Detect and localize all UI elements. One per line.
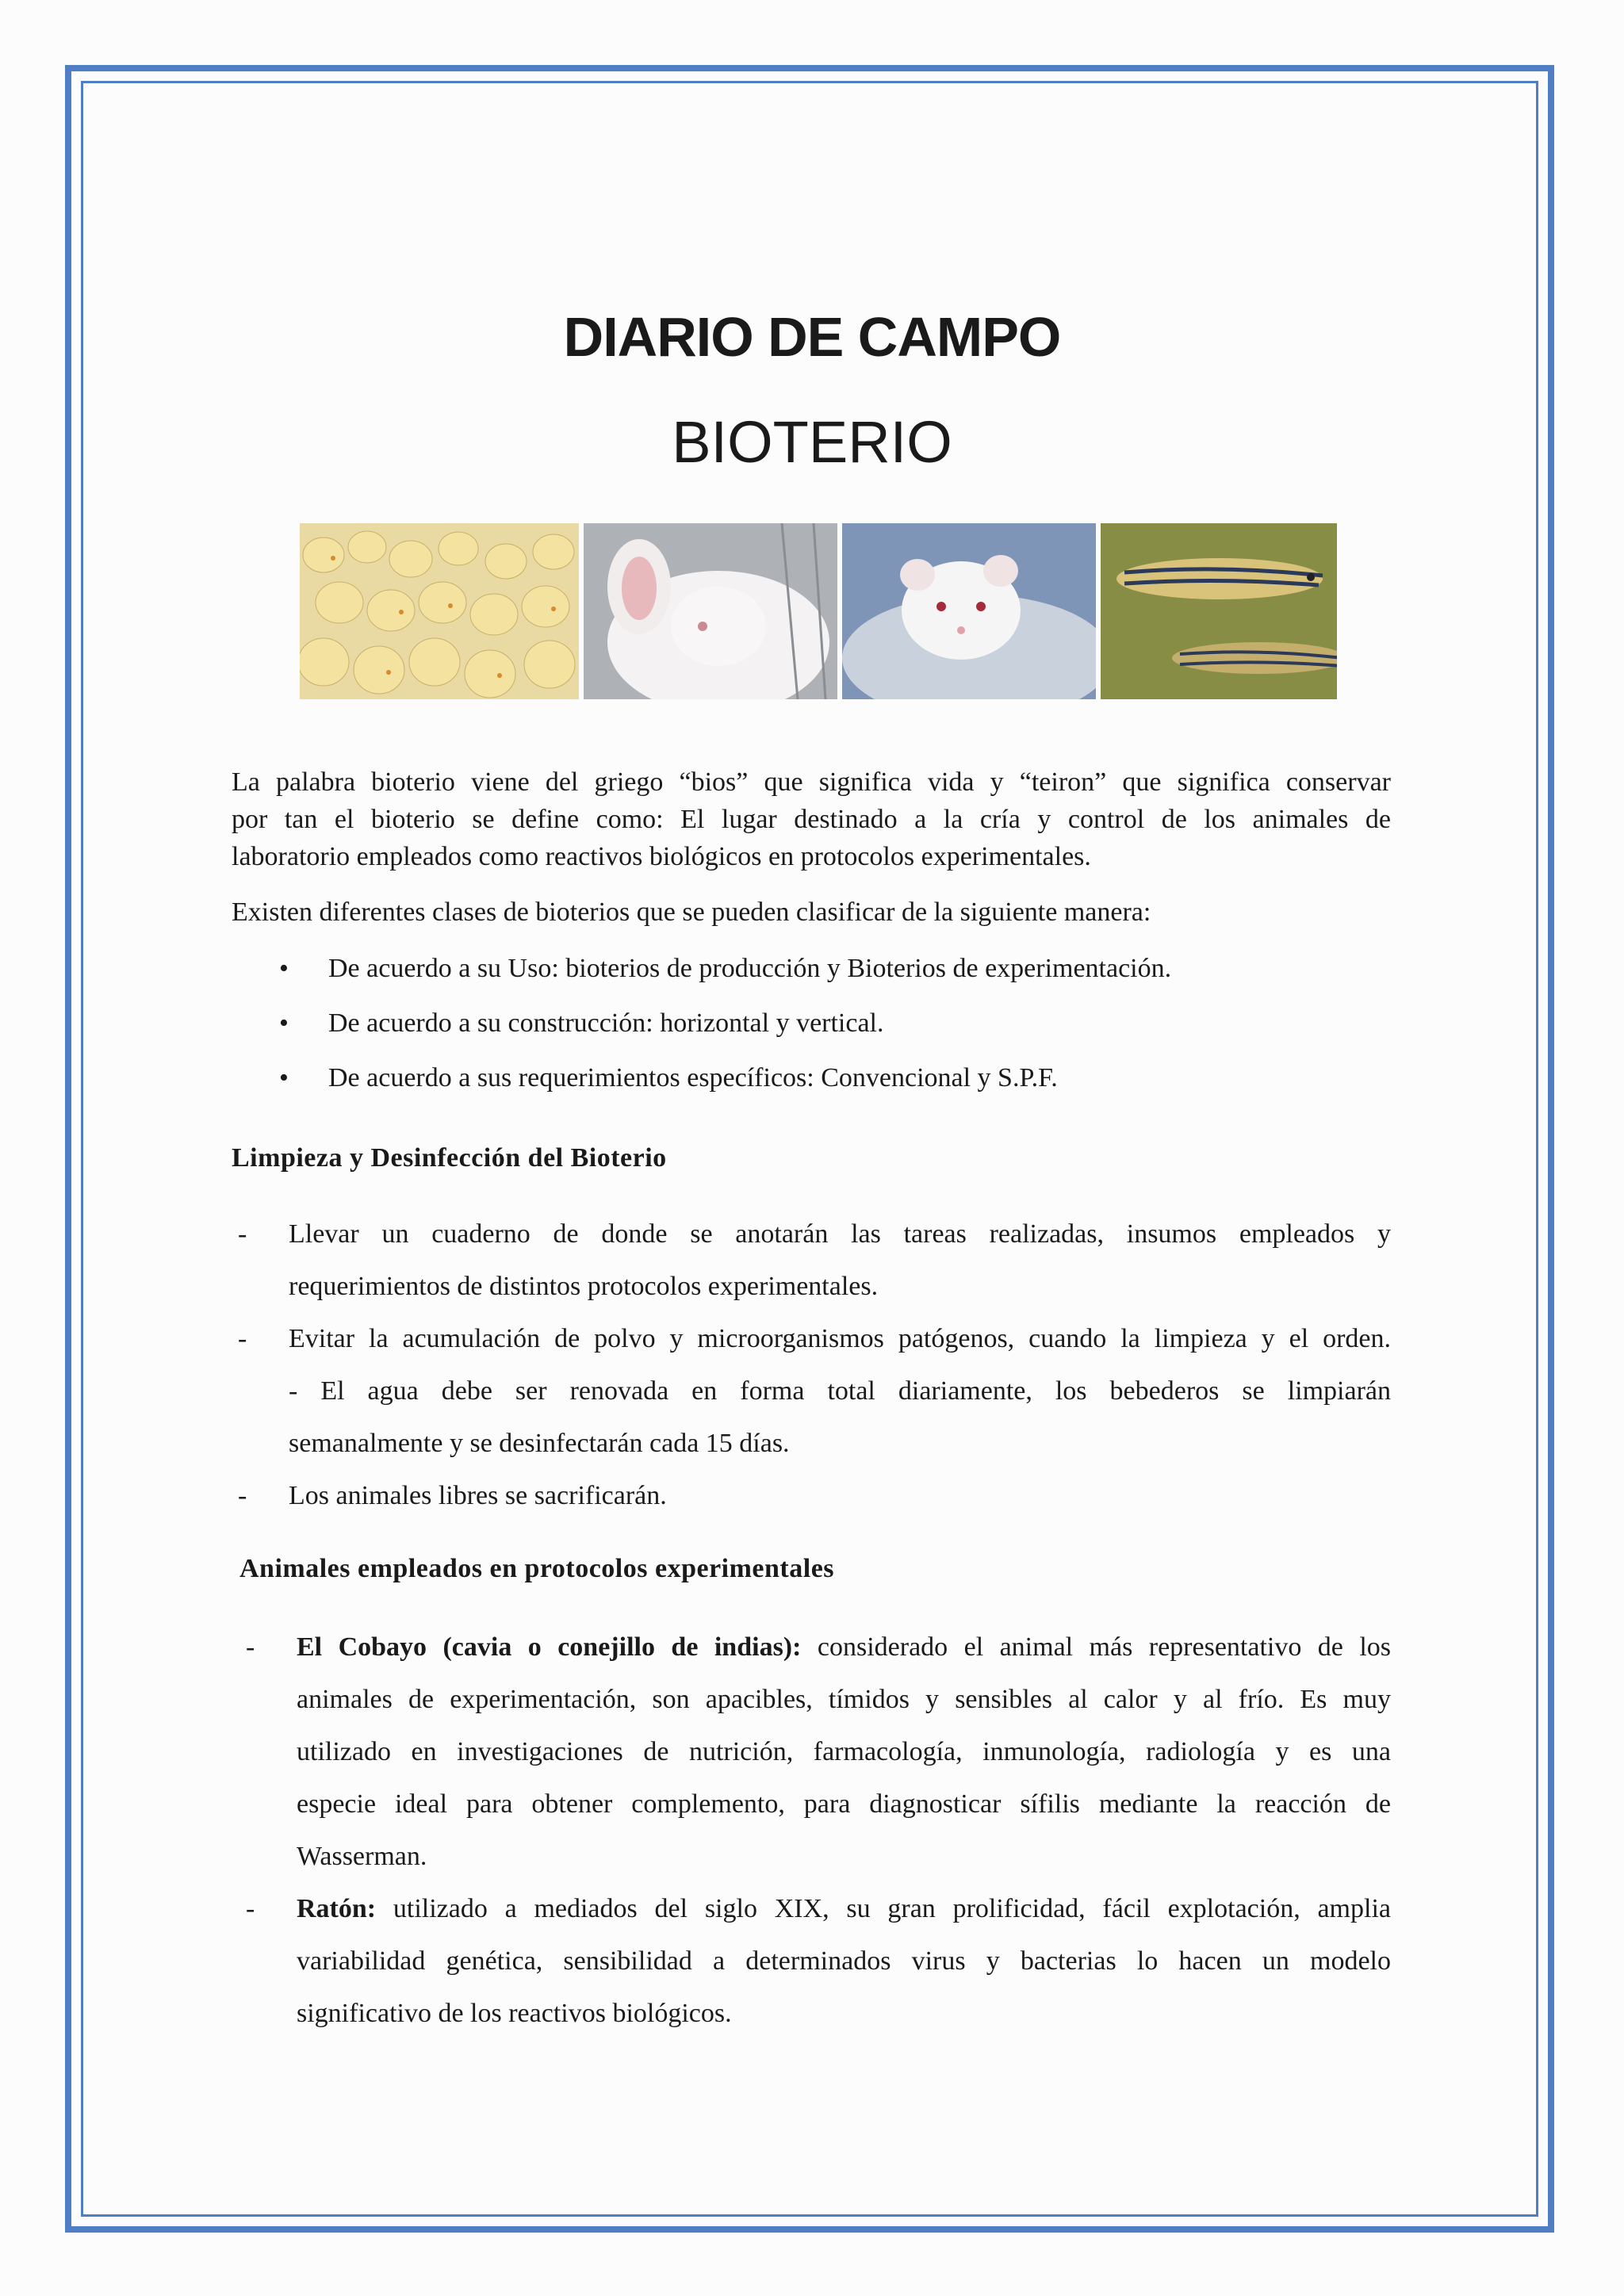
list-item-line: variabilidad genética, sensibilidad a determinados virus y bacterias lo hacen un modelo	[297, 1946, 1391, 1976]
classes-intro: Existen diferentes clases de bioterios que se pueden clasificar de la siguiente manera:	[232, 897, 1151, 927]
zebrafish-photo	[1101, 523, 1337, 699]
page-title: DIARIO DE CAMPO	[563, 306, 1061, 368]
bullet-dot: •	[279, 954, 289, 983]
list-item	[289, 1470, 1391, 1522]
list-item-cobayo	[297, 1621, 1391, 1883]
list-item-line: Llevar un cuaderno de donde se anotarán las tareas realizadas, insumos empleados y	[289, 1219, 1391, 1249]
list-item-line: Los animales libres se sacrificarán.	[289, 1481, 667, 1510]
list-item-raton	[297, 1883, 1391, 2040]
bullet-item: De acuerdo a su Uso: bioterios de producción y Bioterios de experimentación.	[328, 954, 1172, 983]
bullet-dot: •	[279, 1063, 289, 1093]
list-dash: -	[246, 1894, 255, 1923]
animals-heading: Animales empleados en protocolos experimentales	[239, 1554, 835, 1583]
list-item-line: animales de experimentación, son apacibles, tímidos y sensibles al calor y al frío. Es muy	[297, 1685, 1391, 1714]
list-item-line: Evitar la acumulación de polvo y microorganismos patógenos, cuando la limpieza y el orden.	[289, 1324, 1391, 1353]
intro-line-2: por tan el bioterio se define como: El lugar destinado a la cría y control de los animales de	[232, 805, 1391, 834]
list-item	[289, 1208, 1391, 1313]
bullet-item: De acuerdo a sus requerimientos específicos: Convencional y S.P.F.	[328, 1063, 1058, 1093]
chicks-photo	[300, 523, 579, 699]
animal-name: El Cobayo (cavia o conejillo de indias):	[297, 1632, 802, 1662]
photo-strip	[300, 523, 1345, 699]
list-dash: -	[246, 1632, 255, 1662]
list-item-line: - El agua debe ser renovada en forma total diariamente, los bebederos se limpiarán	[289, 1376, 1391, 1406]
list-dash: -	[238, 1324, 247, 1353]
list-dash: -	[238, 1219, 247, 1249]
intro-line-1: La palabra bioterio viene del griego “bios” que significa vida y “teiron” que significa conservar	[232, 767, 1391, 797]
rat-photo	[842, 523, 1096, 699]
list-item-line: semanalmente y se desinfectarán cada 15 días.	[289, 1429, 790, 1458]
list-dash: -	[238, 1481, 247, 1510]
bullet-item: De acuerdo a su construcción: horizontal y vertical.	[328, 1008, 884, 1038]
animal-desc: utilizado a mediados del siglo XIX, su gran prolificidad, fácil explotación, amplia	[376, 1894, 1391, 1923]
animal-desc: considerado el animal más representativo de los	[801, 1632, 1391, 1662]
bullet-dot: •	[279, 1008, 289, 1038]
list-item-line: significativo de los reactivos biológicos.	[297, 1999, 732, 2028]
list-item-line: Wasserman.	[297, 1842, 427, 1871]
page-subtitle: BIOTERIO	[672, 409, 952, 475]
list-item-line: especie ideal para obtener complemento, para diagnosticar sífilis mediante la reacción de	[297, 1789, 1391, 1819]
list-item	[289, 1313, 1391, 1470]
intro-line-3: laboratorio empleados como reactivos biológicos en protocolos experimentales.	[232, 842, 1091, 871]
list-item-line: requerimientos de distintos protocolos experimentales.	[289, 1272, 879, 1301]
animal-name: Ratón:	[297, 1894, 377, 1923]
cleaning-heading: Limpieza y Desinfección del Bioterio	[232, 1143, 667, 1173]
rabbit-photo	[584, 523, 837, 699]
list-item-line: utilizado en investigaciones de nutrición, farmacología, inmunología, radiología y es una	[297, 1737, 1391, 1766]
